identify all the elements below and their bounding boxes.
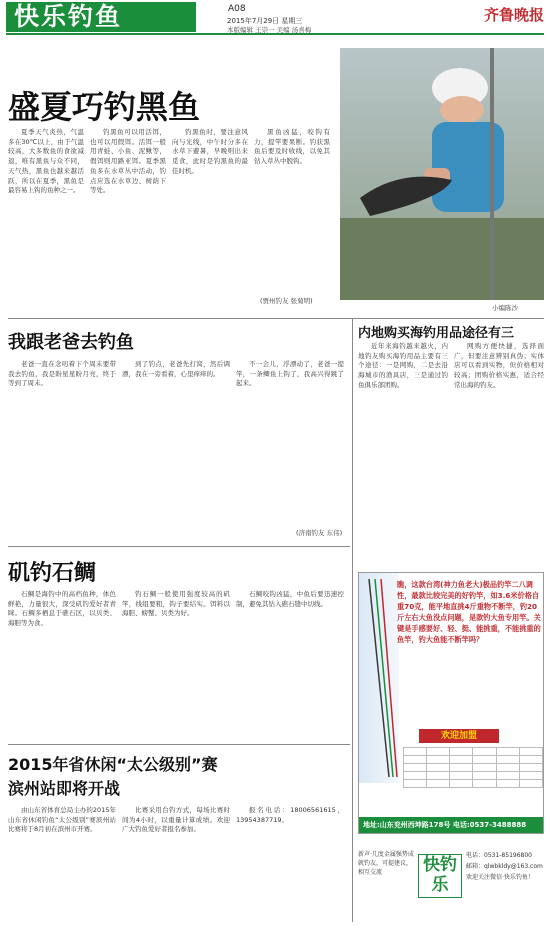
section-footer <box>358 838 544 920</box>
article1-col1: 夏季天气炎热，气温多在30℃以上，由于气温较高，大多数鱼的食欲减退，唯有黑鱼与众不同，天气热，黑鱼也越来越活跃，所以在夏季，黑鱼是最容易上钩的鱼种之一。 <box>8 128 84 195</box>
article2-col3: 不一会儿，浮漂动了，老爸一提竿，一条鲫鱼上钩了，我高兴得跳了起来。 <box>236 360 344 388</box>
photo1-caption: 小编陈沙 <box>492 304 518 312</box>
section-divider <box>8 318 544 319</box>
headline-article5-line2: 滨州站即将开战 <box>8 779 121 798</box>
kuaile-diaoyu-logo <box>418 854 462 898</box>
article1-byline: (贾州钓友 张菊明) <box>260 297 313 305</box>
headline-article1: 盛夏巧钓黑鱼 <box>8 88 201 126</box>
footer-phone: 电话：0531-85196800 <box>466 852 532 859</box>
ad-address: 地址:山东兖州西坤路178号 电话:0537-3488888 <box>359 817 543 833</box>
headline-article2: 我跟老爸去钓鱼 <box>8 332 134 353</box>
article4-col1: 石鲷是海钓中的高档鱼种，体色鲜艳，力量很大，深受矶钓爱好者青睐。石鲷多栖息于礁石区，以贝类、海胆等为食。 <box>8 590 116 628</box>
paper-name: 齐鲁晚报 <box>483 6 544 24</box>
photo-fisherman-with-snakehead <box>340 48 544 300</box>
article5-col3: 报名电话：18006561615，13954387719。 <box>236 806 344 824</box>
article3-col1: 近年来海钓越来越火，内地钓友购买海钓用品主要有三个途径：一是网购，二是去沿海城市的渔具店，三是通过钓鱼俱乐部团购。 <box>358 342 448 389</box>
ad-spec-table <box>403 747 543 788</box>
article4-col3: 石鲷咬钩凶猛，中鱼后要迅速控制，避免其钻入礁石缝中切线。 <box>236 590 344 608</box>
fishing-rods-image <box>359 573 399 783</box>
article4-col2: 钓石鲷一般使用强度较高的矶竿，线组要粗，钩子要结实。饵料以海胆、螃蟹、贝类为好。 <box>122 590 230 618</box>
ad-welcome: 欢迎加盟 <box>419 729 499 743</box>
column-divider <box>352 318 353 922</box>
page-number: A08 <box>228 4 246 14</box>
headline-article4: 矶钓石鲷 <box>8 561 97 586</box>
article2-col2: 到了钓点，老爸先打窝，然后调漂，我在一旁看着，心里痒痒的。 <box>122 360 230 378</box>
headline-article3: 内地购买海钓用品途径有三 <box>358 326 515 341</box>
article5-col2: 比赛采用台钓方式，每场比赛时间为4小时，以重量计算成绩。欢迎广大钓鱼爱好者报名参加。 <box>122 806 230 834</box>
footer-wechat: 欢迎关注微信·快乐钓鱼！ <box>466 874 534 881</box>
article1-col3: 钓黑鱼时，要注意风向与光线，中午时分多在水草下避暑，早晚则出来觅食，此时是钓黑鱼的最佳时机。 <box>172 128 248 175</box>
editor-line: 本版编辑 王崇一 美编 汤喜梅 <box>227 26 312 34</box>
article2-byline: (济南钓友 东伟) <box>296 529 343 537</box>
fishing-rod-advertisement <box>358 572 544 834</box>
article3-col2: 网购方便快捷，选择面广，但要注意辨别真伪；实体店可以看到实物，但价格相对较高；团购价格实惠，适合经常出海的钓友。 <box>454 342 544 389</box>
section-brand: 快乐钓鱼 <box>6 2 196 32</box>
article1-col4: 黑鱼凶猛，咬钩有力，提竿要果断。钓获黑鱼后要及时收线，以免其钻入草丛中脱钩。 <box>254 128 330 166</box>
footer-contact <box>466 850 546 883</box>
date-line: 2015年7月29日 星期三 <box>227 17 303 25</box>
article2-col1: 老爸一直在念叨着下个周末要带我去钓鱼，我是盼星星盼月亮，终于等到了周末。 <box>8 360 116 388</box>
section-divider <box>8 546 350 547</box>
headline-article5-line1: 2015年省休闲“太公级别”赛 <box>8 755 218 774</box>
ad-copy: 瞧，这款台湾(神力鱼老大)极品钓竿二八调性，最款比较完美的好钓竿，如3.6米价格自重70克，能平地直挑4斤重物不断竿，钓20斤左右大鱼没点问题，是款钓大鱼专用竿。关键是手感要好、轻、挺、能挑重，不能挑重的鱼竿，钓大鱼能不断竿吗？ <box>397 580 541 644</box>
logo-text: 快钓乐 <box>423 855 457 895</box>
footer-side-text: 新声·几度金属强势成就钓友，可提建议，相互交流 <box>358 851 414 876</box>
article5-col1: 由山东省体育总局主办的2015年山东省休闲钓鱼“太公级别”赛滨州站比赛将于8月初在滨州市开赛。 <box>8 806 116 834</box>
section-divider <box>8 744 350 745</box>
article1-col2: 钓黑鱼可以用活饵，也可以用假饵。活饵一般用青蛙、小鱼、泥鳅等，假饵则用路亚饵。夏季黑鱼多在水草丛中活动，钓点应选在水草边、树荫下等处。 <box>90 128 166 195</box>
footer-email: 邮箱：qlwbkldy@163.com <box>466 863 543 870</box>
